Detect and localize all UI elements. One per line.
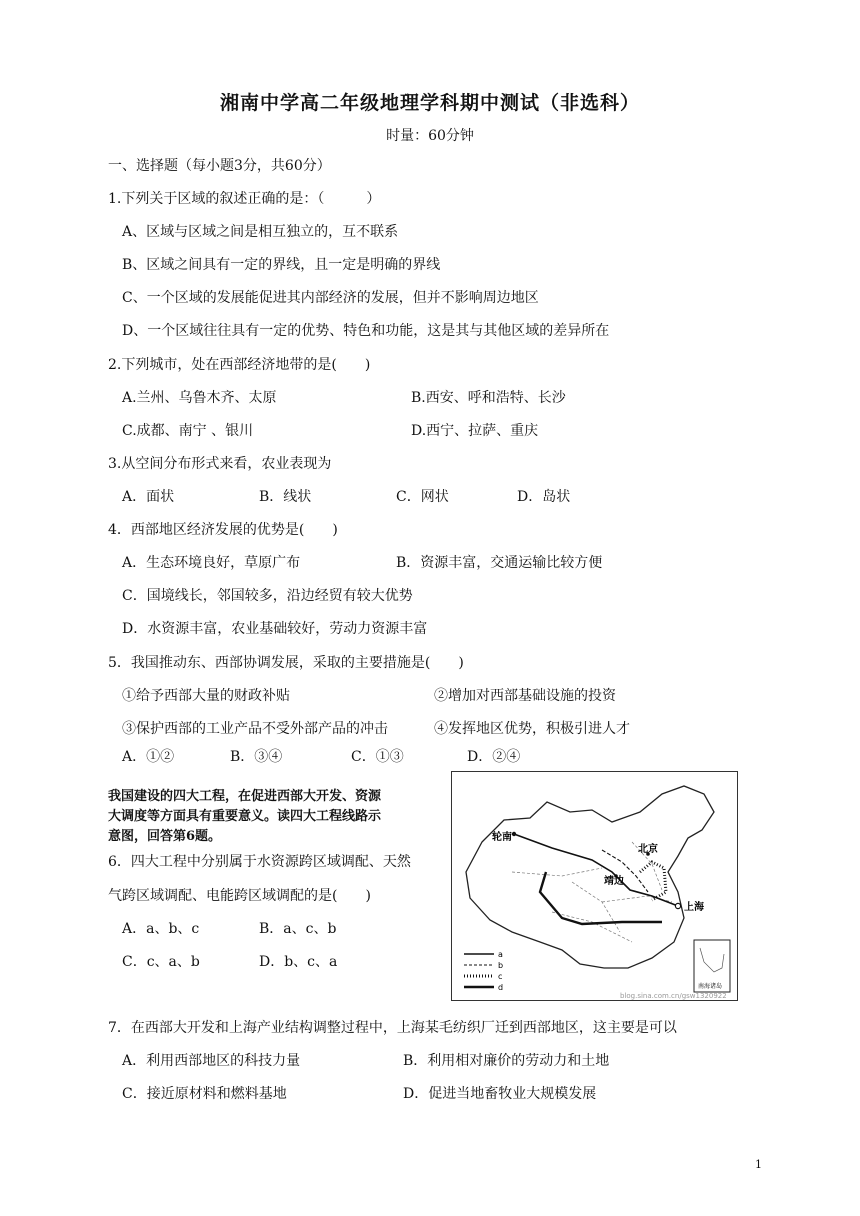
q6-option-a: A．a、b、c (122, 921, 200, 937)
map-legend (464, 950, 503, 992)
q7-option-d: D．促进当地畜牧业大规模发展 (403, 1086, 597, 1102)
route-d (540, 872, 662, 924)
q5-option-d: D．②④ (467, 749, 521, 765)
q5-statement-3: ③保护西部的工业产品不受外部产品的冲击 (122, 721, 388, 737)
q7-option-c: C．接近原材料和燃料基地 (122, 1086, 287, 1102)
label-lunnan: 轮南 (492, 832, 512, 843)
q7-stem: 7．在西部大开发和上海产业结构调整过程中，上海某毛纺织厂迁到西部地区，这主要是可以 (108, 1020, 677, 1036)
q2-option-c: C.成都、南宁 、银川 (122, 423, 254, 439)
q4-stem: 4．西部地区经济发展的优势是( ) (108, 522, 338, 538)
q5-option-c: C．①③ (351, 749, 404, 765)
exam-duration: 时量：60分钟 (386, 128, 474, 144)
q4-option-d: D．水资源丰富，农业基础较好，劳动力资源丰富 (122, 621, 428, 637)
q4-option-a: A．生态环境良好，草原广布 (122, 555, 301, 571)
q6-intro-line3: 意图，回答第6题。 (108, 829, 222, 844)
q3-option-c: C．网状 (396, 489, 449, 505)
page-title: 湘南中学高二年级地理学科期中测试（非选科） (219, 92, 640, 114)
legend-b: b (498, 961, 504, 970)
q5-option-b: B．③④ (230, 749, 283, 765)
q3-option-d: D．岛状 (517, 489, 571, 505)
legend-c: c (498, 972, 503, 981)
q1-option-a: A、区域与区域之间是相互独立的，互不联系 (122, 224, 399, 240)
legend-a: a (498, 950, 503, 959)
q5-option-a: A．①② (122, 749, 175, 765)
q4-option-b: B．资源丰富，交通运输比较方便 (396, 555, 603, 571)
q4-option-c: C．国境线长，邻国较多，沿边经贸有较大优势 (122, 588, 413, 604)
china-outline (466, 786, 714, 968)
q3-option-a: A．面状 (122, 489, 175, 505)
q6-intro-line1: 我国建设的四大工程，在促进西部大开发、资源 (108, 789, 382, 804)
q1-option-c: C、一个区域的发展能促进其内部经济的发展，但并不影响周边地区 (122, 290, 539, 306)
q1-option-d: D、一个区域往往具有一定的优势、特色和功能，这是其与其他区域的差异所在 (122, 323, 610, 339)
q6-option-c: C．c、a、b (122, 954, 200, 970)
page-number: 1 (755, 1158, 762, 1171)
q6-option-b: B．a、c、b (259, 921, 337, 937)
q3-stem: 3.从空间分布形式来看，农业表现为 (108, 456, 332, 472)
q6-intro-line2: 大调度等方面具有重要意义。读四大工程线路示 (108, 809, 382, 824)
q5-statement-2: ②增加对西部基础设施的投资 (434, 688, 616, 704)
q6-stem-line1: 6．四大工程中分别属于水资源跨区域调配、天然 (108, 854, 411, 870)
label-shanghai: 上海 (684, 902, 704, 913)
section-heading: 一、选择题（每小题3分，共60分） (108, 158, 331, 174)
q5-stem: 5．我国推动东、西部协调发展，采取的主要措施是( ) (108, 655, 464, 671)
q5-statement-1: ①给予西部大量的财政补贴 (122, 688, 290, 704)
china-map-figure (452, 772, 737, 1000)
label-jingbian: 靖边 (604, 876, 624, 887)
q7-option-a: A．利用西部地区的科技力量 (122, 1053, 301, 1069)
label-beijing: 北京 (638, 844, 658, 855)
q2-stem: 2.下列城市，处在西部经济地带的是( ) (108, 357, 371, 373)
four-projects-map (451, 771, 738, 1001)
q5-statement-4: ④发挥地区优势，积极引进人才 (434, 721, 630, 737)
q7-option-b: B．利用相对廉价的劳动力和土地 (403, 1053, 610, 1069)
q6-option-d: D．b、c、a (259, 954, 338, 970)
q2-option-b: B.西安、呼和浩特、长沙 (411, 390, 566, 406)
q2-option-d: D.西宁、拉萨、重庆 (411, 423, 539, 439)
q1-option-b: B、区域之间具有一定的界线，且一定是明确的界线 (122, 257, 441, 273)
q3-option-b: B．线状 (259, 489, 312, 505)
legend-d: d (498, 983, 504, 992)
label-south-sea-islands: 南海诸岛 (698, 983, 723, 990)
map-watermark: blog.sina.com.cn/gsw1320922 (620, 992, 727, 1000)
q6-stem-line2: 气跨区域调配、电能跨区域调配的是( ) (108, 888, 371, 904)
q2-option-a: A.兰州、乌鲁木齐、太原 (122, 390, 277, 406)
q1-stem: 1.下列关于区域的叙述正确的是：（ ） (108, 191, 381, 207)
